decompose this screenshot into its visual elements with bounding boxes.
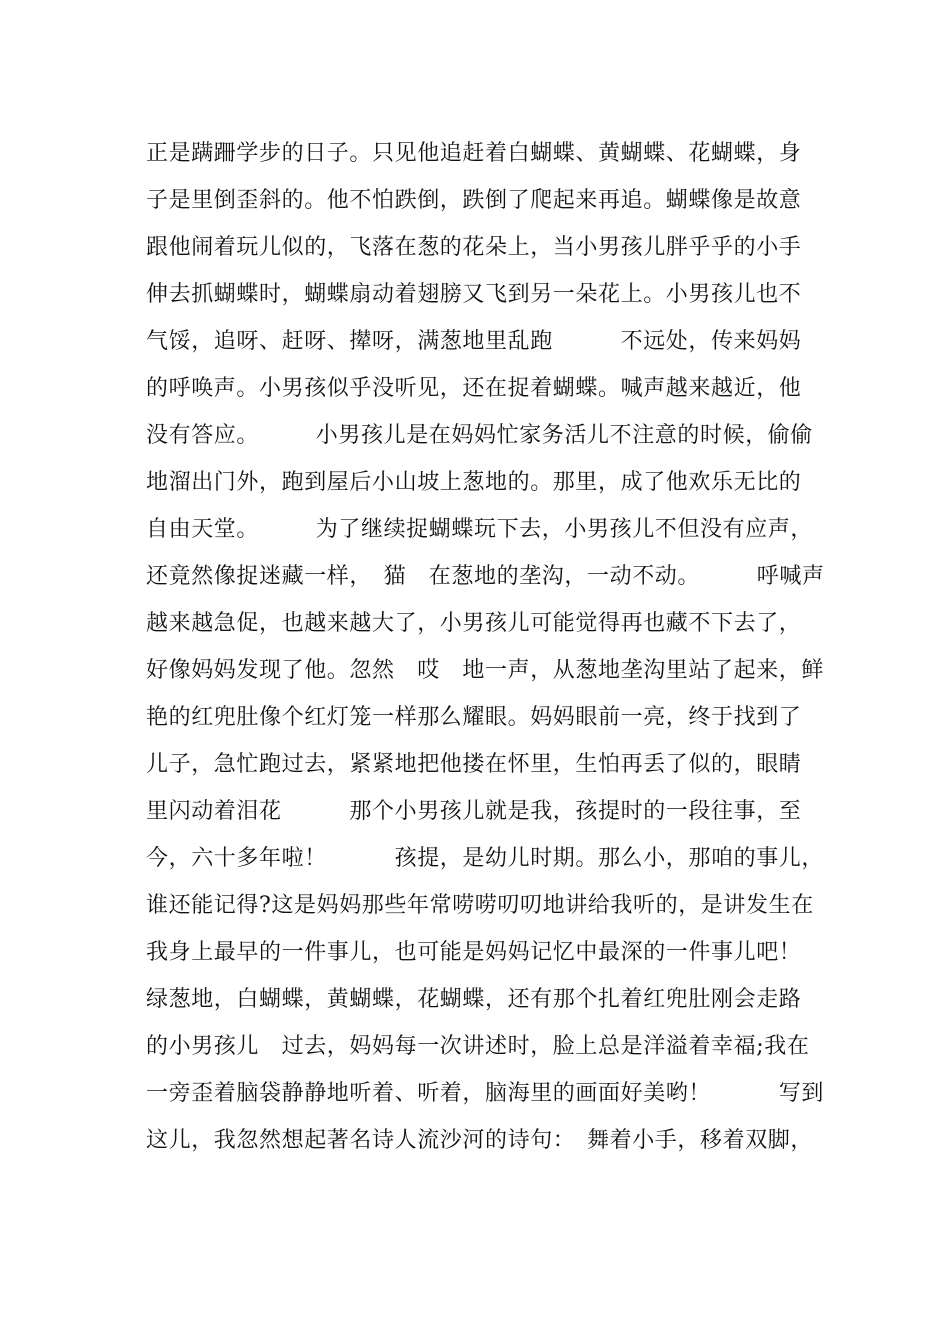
text-line: 里闪动着泪花 那个小男孩儿就是我，孩提时的一段往事，至	[146, 799, 802, 824]
text-line: 伸去抓蝴蝶时，蝴蝶扇动着翅膀又飞到另一朵花上。小男孩儿也不	[146, 282, 802, 307]
text-line: 自由天堂。 为了继续捉蝴蝶玩下去，小男孩儿不但没有应声，	[146, 517, 814, 542]
text-line: 绿葱地，白蝴蝶，黄蝴蝶，花蝴蝶，还有那个扎着红兜肚刚会走路	[146, 987, 802, 1012]
text-line: 地溜出门外，跑到屋后小山坡上葱地的。那里，成了他欢乐无比的	[146, 470, 802, 495]
text-line: 正是蹒跚学步的日子。只见他追赶着白蝴蝶、黄蝴蝶、花蝴蝶，身	[146, 141, 802, 166]
text-line: 还竟然像捉迷藏一样， 猫 在葱地的垄沟，一动不动。 呼喊声	[146, 564, 825, 589]
text-line: 儿子，急忙跑过去，紧紧地把他搂在怀里，生怕再丢了似的，眼睛	[146, 752, 802, 777]
text-line: 的小男孩儿 过去，妈妈每一次讲述时，脸上总是洋溢着幸福;我在	[146, 1034, 810, 1059]
text-line: 今，六十多年啦！ 孩提，是幼儿时期。那么小，那咱的事儿，	[146, 846, 825, 871]
text-line: 好像妈妈发现了他。忽然 哎 地一声，从葱地垄沟里站了起来，鲜	[146, 658, 825, 683]
text-line: 一旁歪着脑袋静静地听着、听着，脑海里的画面好美哟！ 写到	[146, 1081, 825, 1106]
text-line: 谁还能记得?这是妈妈那些年常唠唠叨叨地讲给我听的，是讲发生在	[146, 893, 814, 918]
text-line: 没有答应。 小男孩儿是在妈妈忙家务活儿不注意的时候，偷偷	[146, 423, 814, 448]
text-line: 子是里倒歪斜的。他不怕跌倒，跌倒了爬起来再追。蝴蝶像是故意	[146, 188, 802, 213]
text-line: 艳的红兜肚像个红灯笼一样那么耀眼。妈妈眼前一亮，终于找到了	[146, 705, 802, 730]
body-text	[146, 134, 826, 1168]
text-line: 跟他闹着玩儿似的，飞落在葱的花朵上，当小男孩儿胖乎乎的小手	[146, 235, 802, 260]
text-line: 的呼唤声。小男孩似乎没听见，还在捉着蝴蝶。喊声越来越近，他	[146, 376, 802, 401]
text-line: 气馁，追呀、赶呀、撵呀，满葱地里乱跑 不远处，传来妈妈	[146, 329, 802, 354]
text-line: 这儿，我忽然想起著名诗人流沙河的诗句： 舞着小手，移着双脚，	[146, 1128, 814, 1153]
text-line: 我身上最早的一件事儿，也可能是妈妈记忆中最深的一件事儿吧！	[146, 940, 802, 965]
text-line: 越来越急促，也越来越大了，小男孩儿可能觉得再也藏不下去了，	[146, 611, 802, 636]
